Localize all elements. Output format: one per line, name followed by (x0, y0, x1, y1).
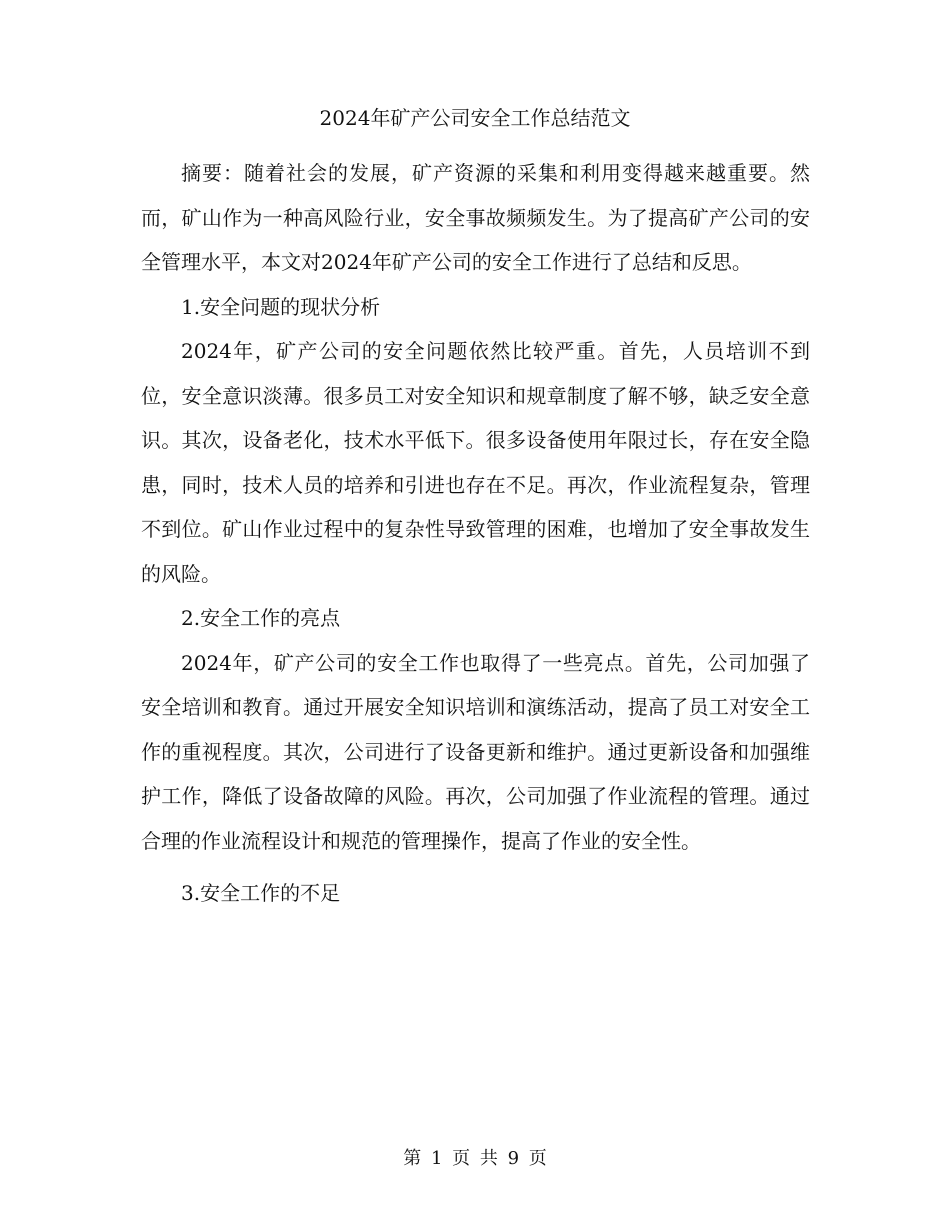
section-heading-3: 3.安全工作的不足 (181, 881, 341, 905)
section-heading-2: 2.安全工作的亮点 (181, 606, 341, 630)
section-paragraph-1: 2024年，矿产公司的安全问题依然比较严重。首先，人员培训不到位，安全意识淡薄。很多员工对安全知识和规章制度了解不够，缺乏安全意识。其次，设备老化，技术水平低下。很多设备使用年限过长，存在安全隐患，同时，技术人员的培养和引进也存在不足。再次，作业流程复杂，管理不到位。矿山作业过程中的复杂性导致管理的困难，也增加了安全事故发生的风险。 (141, 339, 810, 586)
section-paragraph-2: 2024年，矿产公司的安全工作也取得了一些亮点。首先，公司加强了安全培训和教育。通过开展安全知识培训和演练活动，提高了员工对安全工作的重视程度。其次，公司进行了设备更新和维护。通过更新设备和加强维护工作，降低了设备故障的风险。再次，公司加强了作业流程的管理。通过合理的作业流程设计和规范的管理操作，提高了作业的安全性。 (141, 650, 810, 853)
abstract-paragraph: 摘要：随着社会的发展，矿产资源的采集和利用变得越来越重要。然而，矿山作为一种高风险行业，安全事故频频发生。为了提高矿产公司的安全管理水平，本文对2024年矿产公司的安全工作进行了总结和反思。 (141, 161, 810, 274)
page-footer: 第 1 页 共 9 页 (403, 1148, 547, 1169)
section-heading-1: 1.安全问题的现状分析 (181, 294, 381, 319)
document-body (141, 151, 810, 916)
document-title: 2024年矿产公司安全工作总结范文 (319, 106, 631, 130)
